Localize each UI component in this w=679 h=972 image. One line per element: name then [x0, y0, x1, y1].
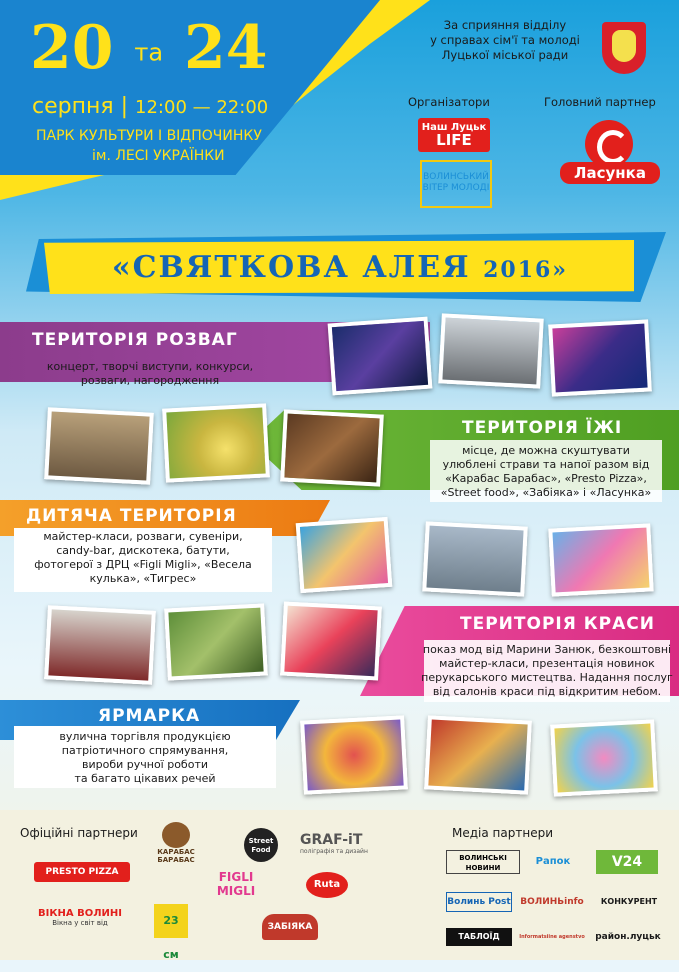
volynski-novyny-logo: ВОЛИНСЬКІ НОВИНИ [446, 850, 520, 874]
photo-makeup [280, 601, 382, 680]
media-partners-label: Медіа партнери [452, 826, 553, 840]
beauty-zone-title: ТЕРИТОРІЯ КРАСИ [460, 614, 655, 634]
presto-pizza-logo: PRESTO PIZZA [34, 862, 130, 882]
photo-lemonade [162, 403, 270, 482]
separator: | [120, 94, 129, 119]
photo-concert [328, 317, 433, 396]
street-food-logo: Street Food [244, 828, 278, 862]
kids-zone-title: ДИТЯЧА ТЕРИТОРІЯ [26, 506, 237, 526]
photo-fair-flowers [550, 719, 658, 796]
time-range: 12:00 — 22:00 [135, 97, 269, 118]
figli-migli-logo: FIGLI MIGLI [216, 870, 256, 898]
main-partner-label: Головний партнер [544, 95, 656, 109]
event-dates [30, 13, 268, 83]
konkurent-logo: КОНКУРЕНТ [600, 897, 658, 906]
date-start: 20 [30, 13, 114, 83]
photo-kids-party [548, 523, 653, 596]
volyn-post-logo: Волинь Post [446, 892, 512, 912]
sponsor-line1: За сприяння відділу [443, 18, 567, 32]
photo-fair-jewelry [300, 715, 408, 794]
photo-weekend-show [548, 319, 652, 396]
fun-zone-desc: концерт, творчі виступи, конкурси, розваги, нагородження [46, 360, 254, 387]
city-crest-icon [602, 22, 646, 74]
lasunka-emblem-icon [585, 120, 633, 168]
photo-band [438, 313, 544, 388]
kids-zone-desc: майстер-класи, розваги, сувеніри, candy-bar, дискотека, батути, фотогерої з ДРЦ «Figli Migli», «Весела кулька», «Тигрес» [34, 530, 252, 585]
ranok-logo: Рапок [535, 856, 571, 867]
karabas-barabas-logo: КАРАБАС БАРАБАС [156, 822, 196, 868]
graf-it-logo: GRAF-iT поліграфія та дизайн [300, 832, 368, 855]
photo-fair-stall [424, 715, 532, 794]
event-title: «СВЯТКОВА АЛЕЯ 2016» [111, 250, 569, 285]
zabiyaka-logo: ЗАБІЯКА [262, 914, 318, 940]
23cm-logo: 23 см [154, 904, 188, 938]
date-connector: та [134, 38, 164, 67]
food-zone-title: ТЕРИТОРІЯ ЇЖІ [462, 418, 623, 438]
event-time [32, 94, 268, 119]
month: серпня [32, 94, 114, 119]
venue-line2: ім. ЛЕСІ УКРАЇНКИ [92, 148, 225, 164]
fair-zone-desc: вулична торгівля продукцією патріотичного спрямування, вироби ручної роботи та багато цікавих речей [59, 730, 231, 785]
photo-grill [280, 409, 384, 486]
v24-logo: V24 [596, 850, 658, 874]
volynskyi-viter-logo: ВОЛИНСЬКИЙ ВІТЕР МОЛОДІ [420, 160, 492, 208]
photo-face-paint-kid [296, 517, 393, 593]
beauty-zone-desc: показ мод від Марини Занюк, безкоштовні майстер-класи, презентація новинок перукарського мистецтва. Надання послуг від салонів краси під відкритим небом. [421, 643, 673, 698]
photo-cafe [44, 407, 154, 484]
vikna-volyni-logo: ВІКНА ВОЛИНІ Вікна у світ від [38, 908, 122, 927]
organizers-label: Організатори [408, 95, 490, 109]
photo-spa [164, 603, 268, 680]
date-end: 24 [183, 13, 268, 83]
informatsiine-agenstvo-logo: Informatsiine agenstvo [519, 934, 585, 940]
sponsor-line2: у справах сім'ї та молоді [430, 33, 580, 47]
fair-zone-title: ЯРМАРКА [98, 706, 201, 726]
nash-lutsk-life-logo: Наш Луцьк LIFE [418, 118, 490, 152]
photo-fashion-show [44, 605, 156, 685]
photo-face-painting [422, 521, 528, 596]
tabloid-logo: ТАБЛОЇД [446, 928, 512, 946]
lasunka-logo: Ласунка [560, 120, 660, 188]
sponsor-line3: Луцької міської ради [441, 48, 569, 62]
food-zone-desc: місце, де можна скуштувати улюблені страви та напої разом від «Карабас Барабас», «Presto Pizza», «Street food», «Забіяка» і «Ласунка» [440, 444, 652, 499]
venue-line1: ПАРК КУЛЬТУРИ І ВІДПОЧИНКУ [36, 128, 262, 144]
ruta-logo: Ruta [306, 872, 348, 898]
fun-zone-title: ТЕРИТОРІЯ РОЗВАГ [32, 330, 238, 350]
sponsor-text [420, 18, 590, 63]
official-partners-label: Офіційні партнери [20, 826, 138, 840]
volyn-info-logo: ВОЛИНЬinfo [520, 897, 584, 907]
raion-lutsk-logo: район.луцьк [595, 932, 661, 942]
